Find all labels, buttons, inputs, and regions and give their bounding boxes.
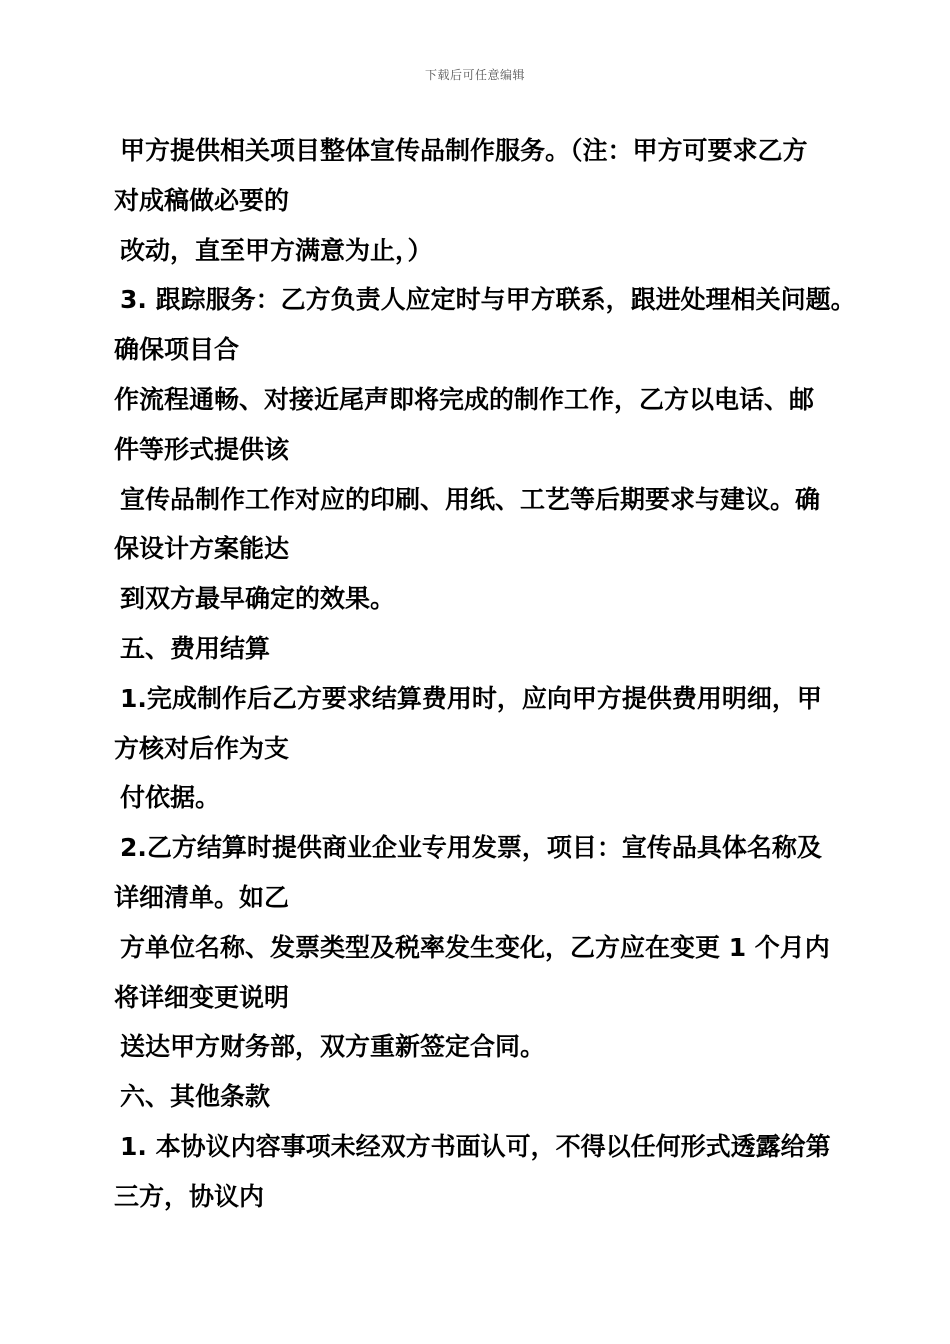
- text-line: 件等形式提供该: [114, 434, 290, 464]
- text-line: 送达甲方财务部，双方重新签定合同。: [120, 1032, 546, 1062]
- text-line: 保设计方案能达: [114, 534, 290, 564]
- text-line: 宣传品制作工作对应的印刷、用纸、工艺等后期要求与建议。确: [120, 484, 821, 514]
- text-line: 付依据。: [120, 783, 221, 813]
- text-line: 3. 跟踪服务：乙方负责人应定时与甲方联系，跟进处理相关问题。: [120, 285, 856, 315]
- text-line: 改动，直至甲方满意为止，）: [120, 235, 433, 265]
- page-header: 下载后可任意编辑: [424, 68, 525, 82]
- section-heading: 六、其他条款: [120, 1082, 271, 1112]
- text-line: 详细清单。如乙: [114, 882, 290, 912]
- text-line: 2.乙方结算时提供商业企业专用发票，项目：宣传品具体名称及: [120, 833, 822, 863]
- text-line: 1. 本协议内容事项未经双方书面认可，不得以任何形式透露给第: [120, 1131, 831, 1161]
- text-line: 甲方提供相关项目整体宣传品制作服务。（注：甲方可要求乙方: [120, 136, 808, 165]
- text-line: 到双方最早确定的效果。: [120, 584, 396, 614]
- text-line: 方核对后作为支: [114, 733, 290, 763]
- text-line: 1.完成制作后乙方要求结算费用时，应向甲方提供费用明细，甲: [120, 683, 822, 713]
- document-body: [114, 126, 874, 1222]
- section-heading: 五、费用结算: [120, 633, 271, 663]
- text-line: 作流程通畅、对接近尾声即将完成的制作工作，乙方以电话、邮: [114, 384, 815, 414]
- text-line: 对成稿做必要的: [114, 185, 290, 215]
- text-line: 方单位名称、发票类型及税率发生变化，乙方应在变更 1 个月内: [120, 932, 830, 962]
- text-line: 将详细变更说明: [114, 982, 290, 1012]
- text-line: 确保项目合: [114, 335, 240, 365]
- text-line: 三方，协议内: [114, 1181, 265, 1211]
